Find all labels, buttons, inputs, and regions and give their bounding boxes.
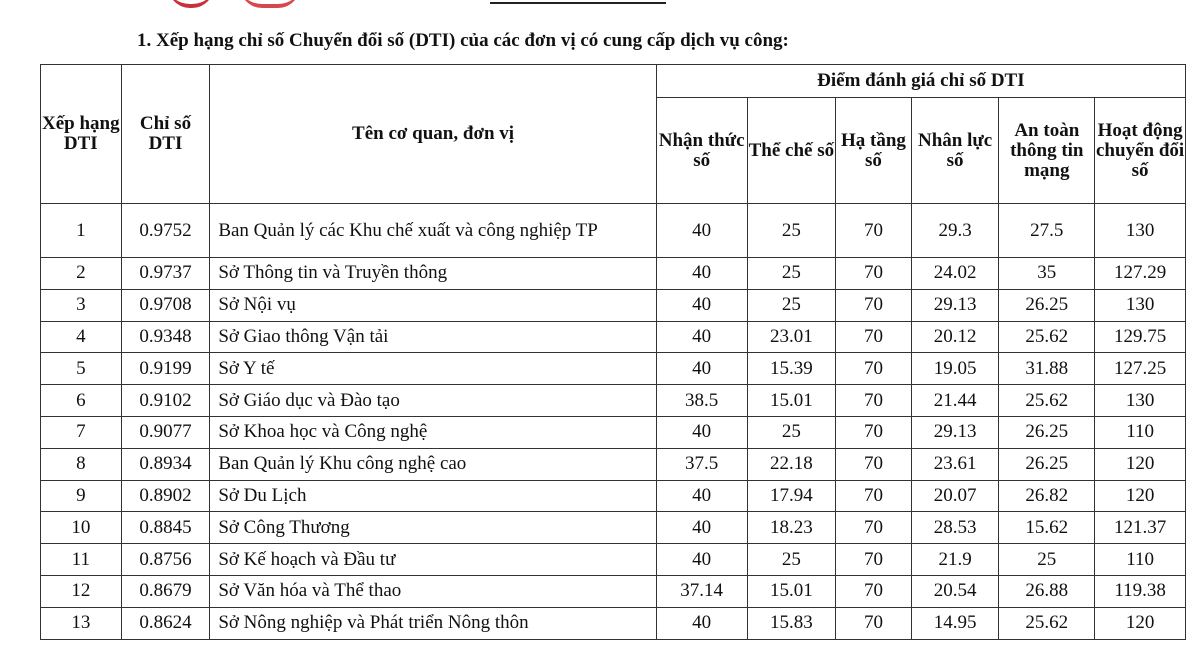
cell-rank: 7 — [41, 416, 122, 448]
cell-infrastructure: 70 — [836, 385, 912, 417]
cell-infrastructure: 70 — [836, 258, 912, 290]
cell-name: Sở Y tế — [210, 353, 656, 385]
cell-name: Sở Kế hoạch và Đầu tư — [210, 544, 656, 576]
cell-awareness: 38.5 — [656, 385, 747, 417]
cell-security: 25 — [999, 544, 1095, 576]
cell-awareness: 40 — [656, 480, 747, 512]
cell-infrastructure: 70 — [836, 416, 912, 448]
cell-awareness: 40 — [656, 416, 747, 448]
cell-awareness: 40 — [656, 258, 747, 290]
cell-awareness: 40 — [656, 512, 747, 544]
cell-rank: 2 — [41, 258, 122, 290]
cell-index: 0.8934 — [121, 448, 210, 480]
table-row — [41, 416, 1186, 448]
page-top-decoration — [0, 0, 1200, 8]
cell-institution: 25 — [747, 416, 836, 448]
cell-institution: 25 — [747, 204, 836, 258]
cell-awareness: 37.14 — [656, 575, 747, 607]
cell-activity: 110 — [1095, 416, 1186, 448]
cell-name: Sở Khoa học và Công nghệ — [210, 416, 656, 448]
dti-ranking-table — [40, 64, 1186, 640]
cell-index: 0.9102 — [121, 385, 210, 417]
cell-activity: 120 — [1095, 480, 1186, 512]
cell-activity: 127.29 — [1095, 258, 1186, 290]
cell-activity: 130 — [1095, 385, 1186, 417]
cell-index: 0.8624 — [121, 607, 210, 639]
table-row — [41, 607, 1186, 639]
cell-security: 26.25 — [999, 289, 1095, 321]
header-activity: Hoạt động chuyển đổi số — [1095, 98, 1186, 204]
table-row — [41, 512, 1186, 544]
table-row — [41, 385, 1186, 417]
cell-institution: 15.01 — [747, 575, 836, 607]
table-body — [41, 204, 1186, 640]
cell-name: Sở Nông nghiệp và Phát triển Nông thôn — [210, 607, 656, 639]
cell-institution: 22.18 — [747, 448, 836, 480]
table-row — [41, 575, 1186, 607]
cell-human: 21.44 — [911, 385, 999, 417]
cell-awareness: 40 — [656, 321, 747, 353]
cell-awareness: 40 — [656, 289, 747, 321]
header-infrastructure: Hạ tầng số — [836, 98, 912, 204]
table-row — [41, 448, 1186, 480]
cell-infrastructure: 70 — [836, 448, 912, 480]
cell-human: 20.07 — [911, 480, 999, 512]
cell-human: 23.61 — [911, 448, 999, 480]
cell-name: Sở Thông tin và Truyền thông — [210, 258, 656, 290]
cell-security: 26.88 — [999, 575, 1095, 607]
header-score-group: Điểm đánh giá chỉ số DTI — [656, 65, 1185, 98]
cell-security: 25.62 — [999, 385, 1095, 417]
cell-activity: 120 — [1095, 448, 1186, 480]
header-institution: Thể chế số — [747, 98, 836, 204]
cell-infrastructure: 70 — [836, 575, 912, 607]
cell-security: 27.5 — [999, 204, 1095, 258]
cell-index: 0.9077 — [121, 416, 210, 448]
cell-security: 26.25 — [999, 448, 1095, 480]
cell-activity: 121.37 — [1095, 512, 1186, 544]
cell-institution: 17.94 — [747, 480, 836, 512]
cell-activity: 129.75 — [1095, 321, 1186, 353]
cell-institution: 15.39 — [747, 353, 836, 385]
cell-infrastructure: 70 — [836, 512, 912, 544]
table-row — [41, 544, 1186, 576]
cell-infrastructure: 70 — [836, 321, 912, 353]
cell-human: 21.9 — [911, 544, 999, 576]
cell-institution: 23.01 — [747, 321, 836, 353]
cell-security: 31.88 — [999, 353, 1095, 385]
cell-index: 0.9708 — [121, 289, 210, 321]
cell-institution: 15.83 — [747, 607, 836, 639]
cell-infrastructure: 70 — [836, 204, 912, 258]
cell-security: 35 — [999, 258, 1095, 290]
table-row — [41, 480, 1186, 512]
cell-human: 29.3 — [911, 204, 999, 258]
cell-activity: 130 — [1095, 204, 1186, 258]
cell-security: 26.25 — [999, 416, 1095, 448]
header-human: Nhân lực số — [911, 98, 999, 204]
cell-human: 19.05 — [911, 353, 999, 385]
section-heading: 1. Xếp hạng chỉ số Chuyển đổi số (DTI) của các đơn vị có cung cấp dịch vụ công: — [137, 30, 789, 51]
header-name: Tên cơ quan, đơn vị — [210, 65, 656, 204]
cell-index: 0.9199 — [121, 353, 210, 385]
cell-institution: 25 — [747, 544, 836, 576]
cell-rank: 1 — [41, 204, 122, 258]
cell-awareness: 37.5 — [656, 448, 747, 480]
header-rule — [490, 2, 666, 4]
table-row — [41, 204, 1186, 258]
cell-institution: 25 — [747, 289, 836, 321]
cell-activity: 110 — [1095, 544, 1186, 576]
header-rank: Xếp hạng DTI — [41, 65, 122, 204]
cell-index: 0.8902 — [121, 480, 210, 512]
cell-security: 25.62 — [999, 607, 1095, 639]
cell-name: Sở Văn hóa và Thể thao — [210, 575, 656, 607]
cell-name: Sở Công Thương — [210, 512, 656, 544]
cell-activity: 127.25 — [1095, 353, 1186, 385]
cell-infrastructure: 70 — [836, 289, 912, 321]
cell-index: 0.9752 — [121, 204, 210, 258]
cell-human: 29.13 — [911, 289, 999, 321]
cell-rank: 10 — [41, 512, 122, 544]
cell-activity: 119.38 — [1095, 575, 1186, 607]
cell-name: Ban Quản lý Khu công nghệ cao — [210, 448, 656, 480]
cell-human: 20.54 — [911, 575, 999, 607]
table-row — [41, 289, 1186, 321]
header-awareness: Nhận thức số — [656, 98, 747, 204]
cell-name: Sở Du Lịch — [210, 480, 656, 512]
red-logo-arc-2 — [240, 0, 300, 8]
cell-awareness: 40 — [656, 544, 747, 576]
cell-infrastructure: 70 — [836, 607, 912, 639]
cell-human: 20.12 — [911, 321, 999, 353]
cell-human: 24.02 — [911, 258, 999, 290]
cell-awareness: 40 — [656, 353, 747, 385]
cell-name: Sở Giáo dục và Đào tạo — [210, 385, 656, 417]
cell-name: Ban Quản lý các Khu chế xuất và công nghiệp TP — [210, 204, 656, 258]
cell-index: 0.9348 — [121, 321, 210, 353]
cell-infrastructure: 70 — [836, 480, 912, 512]
table-row — [41, 258, 1186, 290]
cell-rank: 13 — [41, 607, 122, 639]
cell-index: 0.8756 — [121, 544, 210, 576]
cell-activity: 120 — [1095, 607, 1186, 639]
cell-rank: 11 — [41, 544, 122, 576]
cell-institution: 25 — [747, 258, 836, 290]
cell-human: 29.13 — [911, 416, 999, 448]
cell-institution: 18.23 — [747, 512, 836, 544]
cell-awareness: 40 — [656, 204, 747, 258]
cell-rank: 4 — [41, 321, 122, 353]
cell-awareness: 40 — [656, 607, 747, 639]
table-row — [41, 353, 1186, 385]
cell-security: 26.82 — [999, 480, 1095, 512]
cell-index: 0.9737 — [121, 258, 210, 290]
cell-rank: 9 — [41, 480, 122, 512]
cell-infrastructure: 70 — [836, 544, 912, 576]
cell-index: 0.8845 — [121, 512, 210, 544]
header-security: An toàn thông tin mạng — [999, 98, 1095, 204]
red-logo-arc — [168, 0, 214, 8]
cell-human: 14.95 — [911, 607, 999, 639]
cell-rank: 3 — [41, 289, 122, 321]
cell-name: Sở Nội vụ — [210, 289, 656, 321]
cell-human: 28.53 — [911, 512, 999, 544]
cell-rank: 6 — [41, 385, 122, 417]
cell-name: Sở Giao thông Vận tải — [210, 321, 656, 353]
header-index: Chỉ số DTI — [121, 65, 210, 204]
cell-rank: 8 — [41, 448, 122, 480]
cell-index: 0.8679 — [121, 575, 210, 607]
cell-security: 25.62 — [999, 321, 1095, 353]
cell-activity: 130 — [1095, 289, 1186, 321]
cell-institution: 15.01 — [747, 385, 836, 417]
cell-rank: 5 — [41, 353, 122, 385]
table-row — [41, 321, 1186, 353]
cell-rank: 12 — [41, 575, 122, 607]
cell-infrastructure: 70 — [836, 353, 912, 385]
cell-security: 15.62 — [999, 512, 1095, 544]
